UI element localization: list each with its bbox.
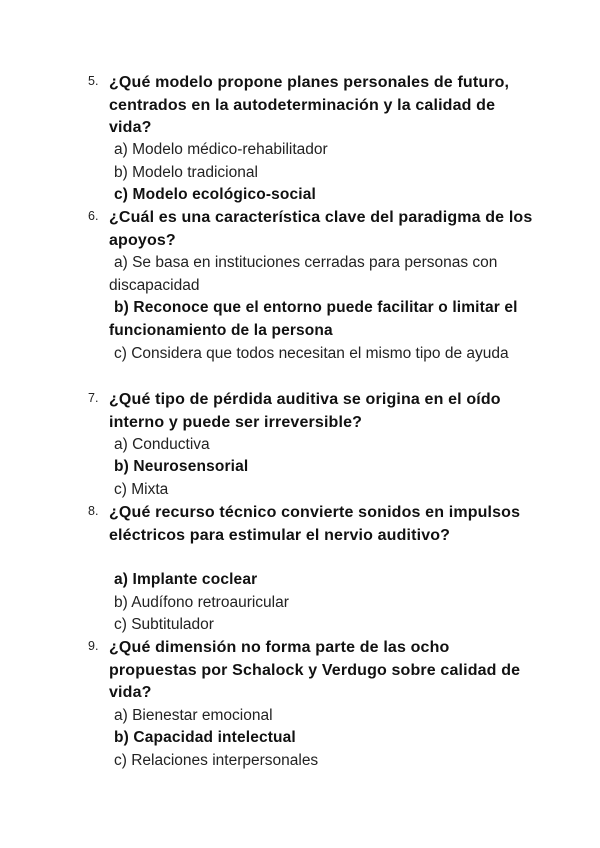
- question-text: ¿Qué modelo propone planes personales de futuro, centrados en la autodeterminación y la calidad de vida?: [109, 74, 510, 136]
- option-c: c) Relaciones interpersonales: [114, 752, 319, 769]
- question-number: 9.: [88, 639, 99, 653]
- option-a: a) Bienestar emocional: [114, 707, 273, 724]
- option-b: b) Audífono retroauricular: [114, 594, 289, 611]
- question-number: 5.: [88, 74, 99, 88]
- option-b-correct: b) Reconoce que el entorno puede facilitar o limitar el funcionamiento de la persona: [109, 299, 518, 339]
- question-number: 6.: [88, 209, 99, 223]
- question-number: 8.: [88, 504, 99, 518]
- option-b-correct: b) Neurosensorial: [114, 458, 249, 475]
- option-a: a) Se basa en instituciones cerradas para personas con discapacidad: [109, 254, 498, 294]
- question-number: 7.: [88, 391, 99, 405]
- option-c: c) Considera que todos necesitan el mismo tipo de ayuda: [114, 345, 509, 362]
- question-text: ¿Cuál es una característica clave del paradigma de los apoyos?: [109, 209, 533, 249]
- option-b: b) Modelo tradicional: [114, 164, 258, 181]
- option-a: a) Conductiva: [114, 436, 210, 453]
- option-c-correct: c) Modelo ecológico-social: [114, 186, 316, 203]
- option-c: c) Mixta: [114, 481, 169, 498]
- question-text: ¿Qué recurso técnico convierte sonidos en impulsos eléctricos para estimular el nervio auditivo?: [109, 504, 521, 544]
- question-text: ¿Qué dimensión no forma parte de las ocho propuestas por Schalock y Verdugo sobre calidad de vida?: [109, 639, 521, 701]
- option-c: c) Subtitulador: [114, 616, 214, 633]
- option-b-correct: b) Capacidad intelectual: [114, 729, 296, 746]
- option-a-correct: a) Implante coclear: [114, 571, 258, 588]
- question-text: ¿Qué tipo de pérdida auditiva se origina en el oído interno y puede ser irreversible?: [109, 391, 501, 431]
- option-a: a) Modelo médico-rehabilitador: [114, 141, 328, 158]
